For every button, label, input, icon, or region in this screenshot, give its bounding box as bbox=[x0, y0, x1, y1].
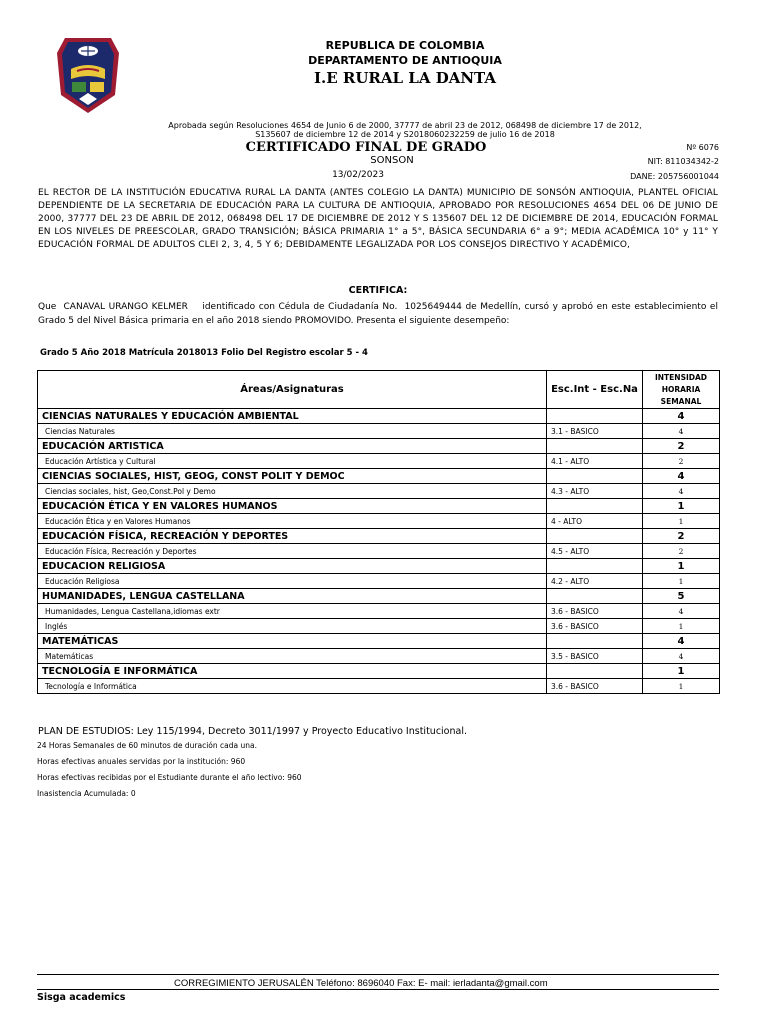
study-plan: PLAN DE ESTUDIOS: Ley 115/1994, Decreto 3011/1997 y Proyecto Educativo Institucional. bbox=[38, 726, 467, 737]
area-score bbox=[547, 409, 643, 424]
col-header-esc: Esc.Int - Esc.Na bbox=[547, 371, 643, 409]
absence-note: Inasistencia Acumulada: 0 bbox=[37, 789, 136, 798]
nit-number: NIT: 811034342-2 bbox=[647, 157, 719, 166]
certificate-date: 13/02/2023 bbox=[332, 170, 384, 180]
area-name: MATEMÁTICAS bbox=[38, 634, 547, 649]
subject-hours: 1 bbox=[643, 514, 720, 529]
area-hours: 1 bbox=[643, 499, 720, 514]
certificate-number: Nº 6076 bbox=[686, 143, 719, 152]
certificate-title: CERTIFICADO FINAL DE GRADO bbox=[245, 140, 487, 155]
footer-divider-bottom bbox=[37, 989, 719, 990]
subject-name: Tecnología e Informática bbox=[38, 679, 547, 694]
id-number: 1025649444 bbox=[404, 302, 462, 312]
approval-line-2: S135607 de diciembre 12 de 2014 y S2018060232259 de julio 16 de 2018 bbox=[255, 130, 555, 139]
table-row-area bbox=[38, 664, 720, 679]
certifica-text bbox=[38, 300, 718, 328]
area-score bbox=[547, 664, 643, 679]
id-text: identificado con Cédula de Ciudadanía No. bbox=[202, 302, 398, 312]
area-score bbox=[547, 589, 643, 604]
student-name: CANAVAL URANGO KELMER bbox=[63, 302, 188, 312]
area-score bbox=[547, 499, 643, 514]
area-score bbox=[547, 634, 643, 649]
rector-statement: EL RECTOR DE LA INSTITUCIÓN EDUCATIVA RURAL LA DANTA (ANTES COLEGIO LA DANTA) MUNICIPIO DE SONSÓN ANTIOQUIA, PLANTEL OFICIAL DEPENDIENTE DE LA SECRETARIA DE EDUCACIÓN PARA LA CULTURA DE ANTIOQUIA, APROBADO POR RESOLUCIONES 4654 DEL 06 DE JUNIO DE 2000, 37777 DEL 23 DE ABRIL DE 2012, 068498 DEL 17 DE DICIEMBRE DE 2012 Y S 135607 DEL 12 DE DICIEMBRE DE 2014, EDUCACIÓN FORMAL EN LOS NIVELES DE PREESCOLAR, GRADO TRANSICIÓN; BÁSICA PRIMARIA 1° a 5°, BÁSICA SECUNDARIA 6° a 9°; MEDIA ACADÉMICA 10° y 11° Y EDUCACIÓN FORMAL DE ADULTOS CLEI 2, 3, 4, 5 Y 6; DEBIDAMENTE LEGALIZADA POR LOS CONSEJOS DIRECTIVO Y ACADÉMICO, bbox=[38, 188, 718, 250]
table-row-subject bbox=[38, 604, 720, 619]
subject-hours: 4 bbox=[643, 424, 720, 439]
subject-score: 4.5 - ALTO bbox=[547, 544, 643, 559]
certifica-rest: de Medellín, cursó y aprobó en este establecimiento el Grado 5 del Nivel Básica primaria en el año 2018 siendo PROMOVIDO. Presenta el siguiente desempeño: bbox=[38, 302, 718, 326]
table-row-subject bbox=[38, 574, 720, 589]
subject-name: Ciencias sociales, hist, Geo,Const.Pol y Demo bbox=[38, 484, 547, 499]
certifica-heading: CERTIFICA: bbox=[348, 285, 408, 296]
approval-text bbox=[140, 121, 670, 139]
received-hours-note: Horas efectivas recibidas por el Estudiante durante el año lectivo: 960 bbox=[37, 773, 302, 782]
area-score bbox=[547, 529, 643, 544]
subject-score: 4.3 - ALTO bbox=[547, 484, 643, 499]
subject-hours: 1 bbox=[643, 574, 720, 589]
certificate-city: SONSON bbox=[370, 155, 414, 166]
col-header-area: Áreas/Asignaturas bbox=[38, 371, 547, 409]
area-score bbox=[547, 559, 643, 574]
subject-score: 3.6 - BASICO bbox=[547, 604, 643, 619]
subject-hours: 2 bbox=[643, 544, 720, 559]
area-name: EDUCACIÓN FÍSICA, RECREACIÓN Y DEPORTES bbox=[38, 529, 547, 544]
subject-score: 4.1 - ALTO bbox=[547, 454, 643, 469]
table-row-area bbox=[38, 634, 720, 649]
intensity-label-1: INTENSIDAD bbox=[654, 372, 708, 382]
area-hours: 4 bbox=[643, 469, 720, 484]
area-name: EDUCACION RELIGIOSA bbox=[38, 559, 547, 574]
table-row-area bbox=[38, 529, 720, 544]
footer-divider-top bbox=[37, 974, 719, 975]
system-name: Sisga academics bbox=[37, 992, 126, 1003]
area-name: HUMANIDADES, LENGUA CASTELLANA bbox=[38, 589, 547, 604]
table-row-area bbox=[38, 469, 720, 484]
table-row-subject bbox=[38, 619, 720, 634]
weekly-hours-note: 24 Horas Semanales de 60 minutos de duración cada una. bbox=[37, 741, 257, 750]
table-row-subject bbox=[38, 679, 720, 694]
subject-name: Educación Física, Recreación y Deportes bbox=[38, 544, 547, 559]
subject-score: 3.6 - BASICO bbox=[547, 619, 643, 634]
dane-code: DANE: 205756001044 bbox=[630, 172, 719, 181]
subject-score: 3.5 - BASICO bbox=[547, 649, 643, 664]
subject-score: 3.6 - BASICO bbox=[547, 679, 643, 694]
table-row-subject bbox=[38, 424, 720, 439]
subject-hours: 4 bbox=[643, 484, 720, 499]
subject-name: Inglés bbox=[38, 619, 547, 634]
area-name: CIENCIAS NATURALES Y EDUCACIÓN AMBIENTAL bbox=[38, 409, 547, 424]
subject-hours: 2 bbox=[643, 454, 720, 469]
area-hours: 1 bbox=[643, 559, 720, 574]
table-row-area bbox=[38, 499, 720, 514]
intensity-label-3: SEMANAL bbox=[660, 396, 702, 406]
subject-name: Matemáticas bbox=[38, 649, 547, 664]
area-name: CIENCIAS SOCIALES, HIST, GEOG, CONST POLIT Y DEMOC bbox=[38, 469, 547, 484]
header-institution: I.E RURAL LA DANTA bbox=[313, 69, 497, 87]
grade-enrollment-line: Grado 5 Año 2018 Matrícula 2018013 Folio Del Registro escolar 5 - 4 bbox=[40, 348, 368, 358]
subject-hours: 1 bbox=[643, 619, 720, 634]
col-header-intensity bbox=[643, 371, 720, 409]
subject-hours: 4 bbox=[643, 649, 720, 664]
table-row-area bbox=[38, 439, 720, 454]
table-row-area bbox=[38, 409, 720, 424]
header-country: REPUBLICA DE COLOMBIA bbox=[325, 39, 485, 52]
area-score bbox=[547, 439, 643, 454]
table-row-subject bbox=[38, 544, 720, 559]
subject-name: Ciencias Naturales bbox=[38, 424, 547, 439]
table-row-subject bbox=[38, 514, 720, 529]
table-row-area bbox=[38, 559, 720, 574]
grades-table bbox=[37, 370, 720, 694]
subject-score: 3.1 - BASICO bbox=[547, 424, 643, 439]
table-row-subject bbox=[38, 454, 720, 469]
subject-hours: 4 bbox=[643, 604, 720, 619]
subject-name: Educación Artística y Cultural bbox=[38, 454, 547, 469]
table-row-subject bbox=[38, 484, 720, 499]
subject-score: 4.2 - ALTO bbox=[547, 574, 643, 589]
area-score bbox=[547, 469, 643, 484]
table-row-area bbox=[38, 589, 720, 604]
subject-hours: 1 bbox=[643, 679, 720, 694]
footer-contact: CORREGIMIENTO JERUSALÉN Teléfono: 8696040 Fax: E- mail: ierladanta@gmail.com bbox=[174, 978, 548, 989]
subject-name: Educación Religiosa bbox=[38, 574, 547, 589]
served-hours-note: Horas efectivas anuales servidas por la institución: 960 bbox=[37, 757, 246, 766]
institution-shield-logo bbox=[55, 35, 121, 115]
subject-name: Humanidades, Lengua Castellana,idiomas extr bbox=[38, 604, 547, 619]
area-name: EDUCACIÓN ARTISTICA bbox=[38, 439, 547, 454]
certifica-prefix: Que bbox=[38, 302, 57, 312]
approval-line-1: Aprobada según Resoluciones 4654 de Junio 6 de 2000, 37777 de abril 23 de 2012, 068498 de diciembre 17 de 2012, bbox=[168, 121, 642, 130]
table-row-subject bbox=[38, 649, 720, 664]
area-name: TECNOLOGÍA E INFORMÁTICA bbox=[38, 664, 547, 679]
header-department: DEPARTAMENTO DE ANTIOQUIA bbox=[308, 54, 502, 67]
table-header-row bbox=[38, 371, 720, 409]
area-hours: 4 bbox=[643, 634, 720, 649]
subject-name: Educación Ética y en Valores Humanos bbox=[38, 514, 547, 529]
intensity-label-2: HORARIA bbox=[661, 384, 701, 394]
area-hours: 5 bbox=[643, 589, 720, 604]
area-hours: 2 bbox=[643, 529, 720, 544]
area-hours: 1 bbox=[643, 664, 720, 679]
area-hours: 4 bbox=[643, 409, 720, 424]
area-hours: 2 bbox=[643, 439, 720, 454]
subject-score: 4 - ALTO bbox=[547, 514, 643, 529]
area-name: EDUCACIÓN ÉTICA Y EN VALORES HUMANOS bbox=[38, 499, 547, 514]
